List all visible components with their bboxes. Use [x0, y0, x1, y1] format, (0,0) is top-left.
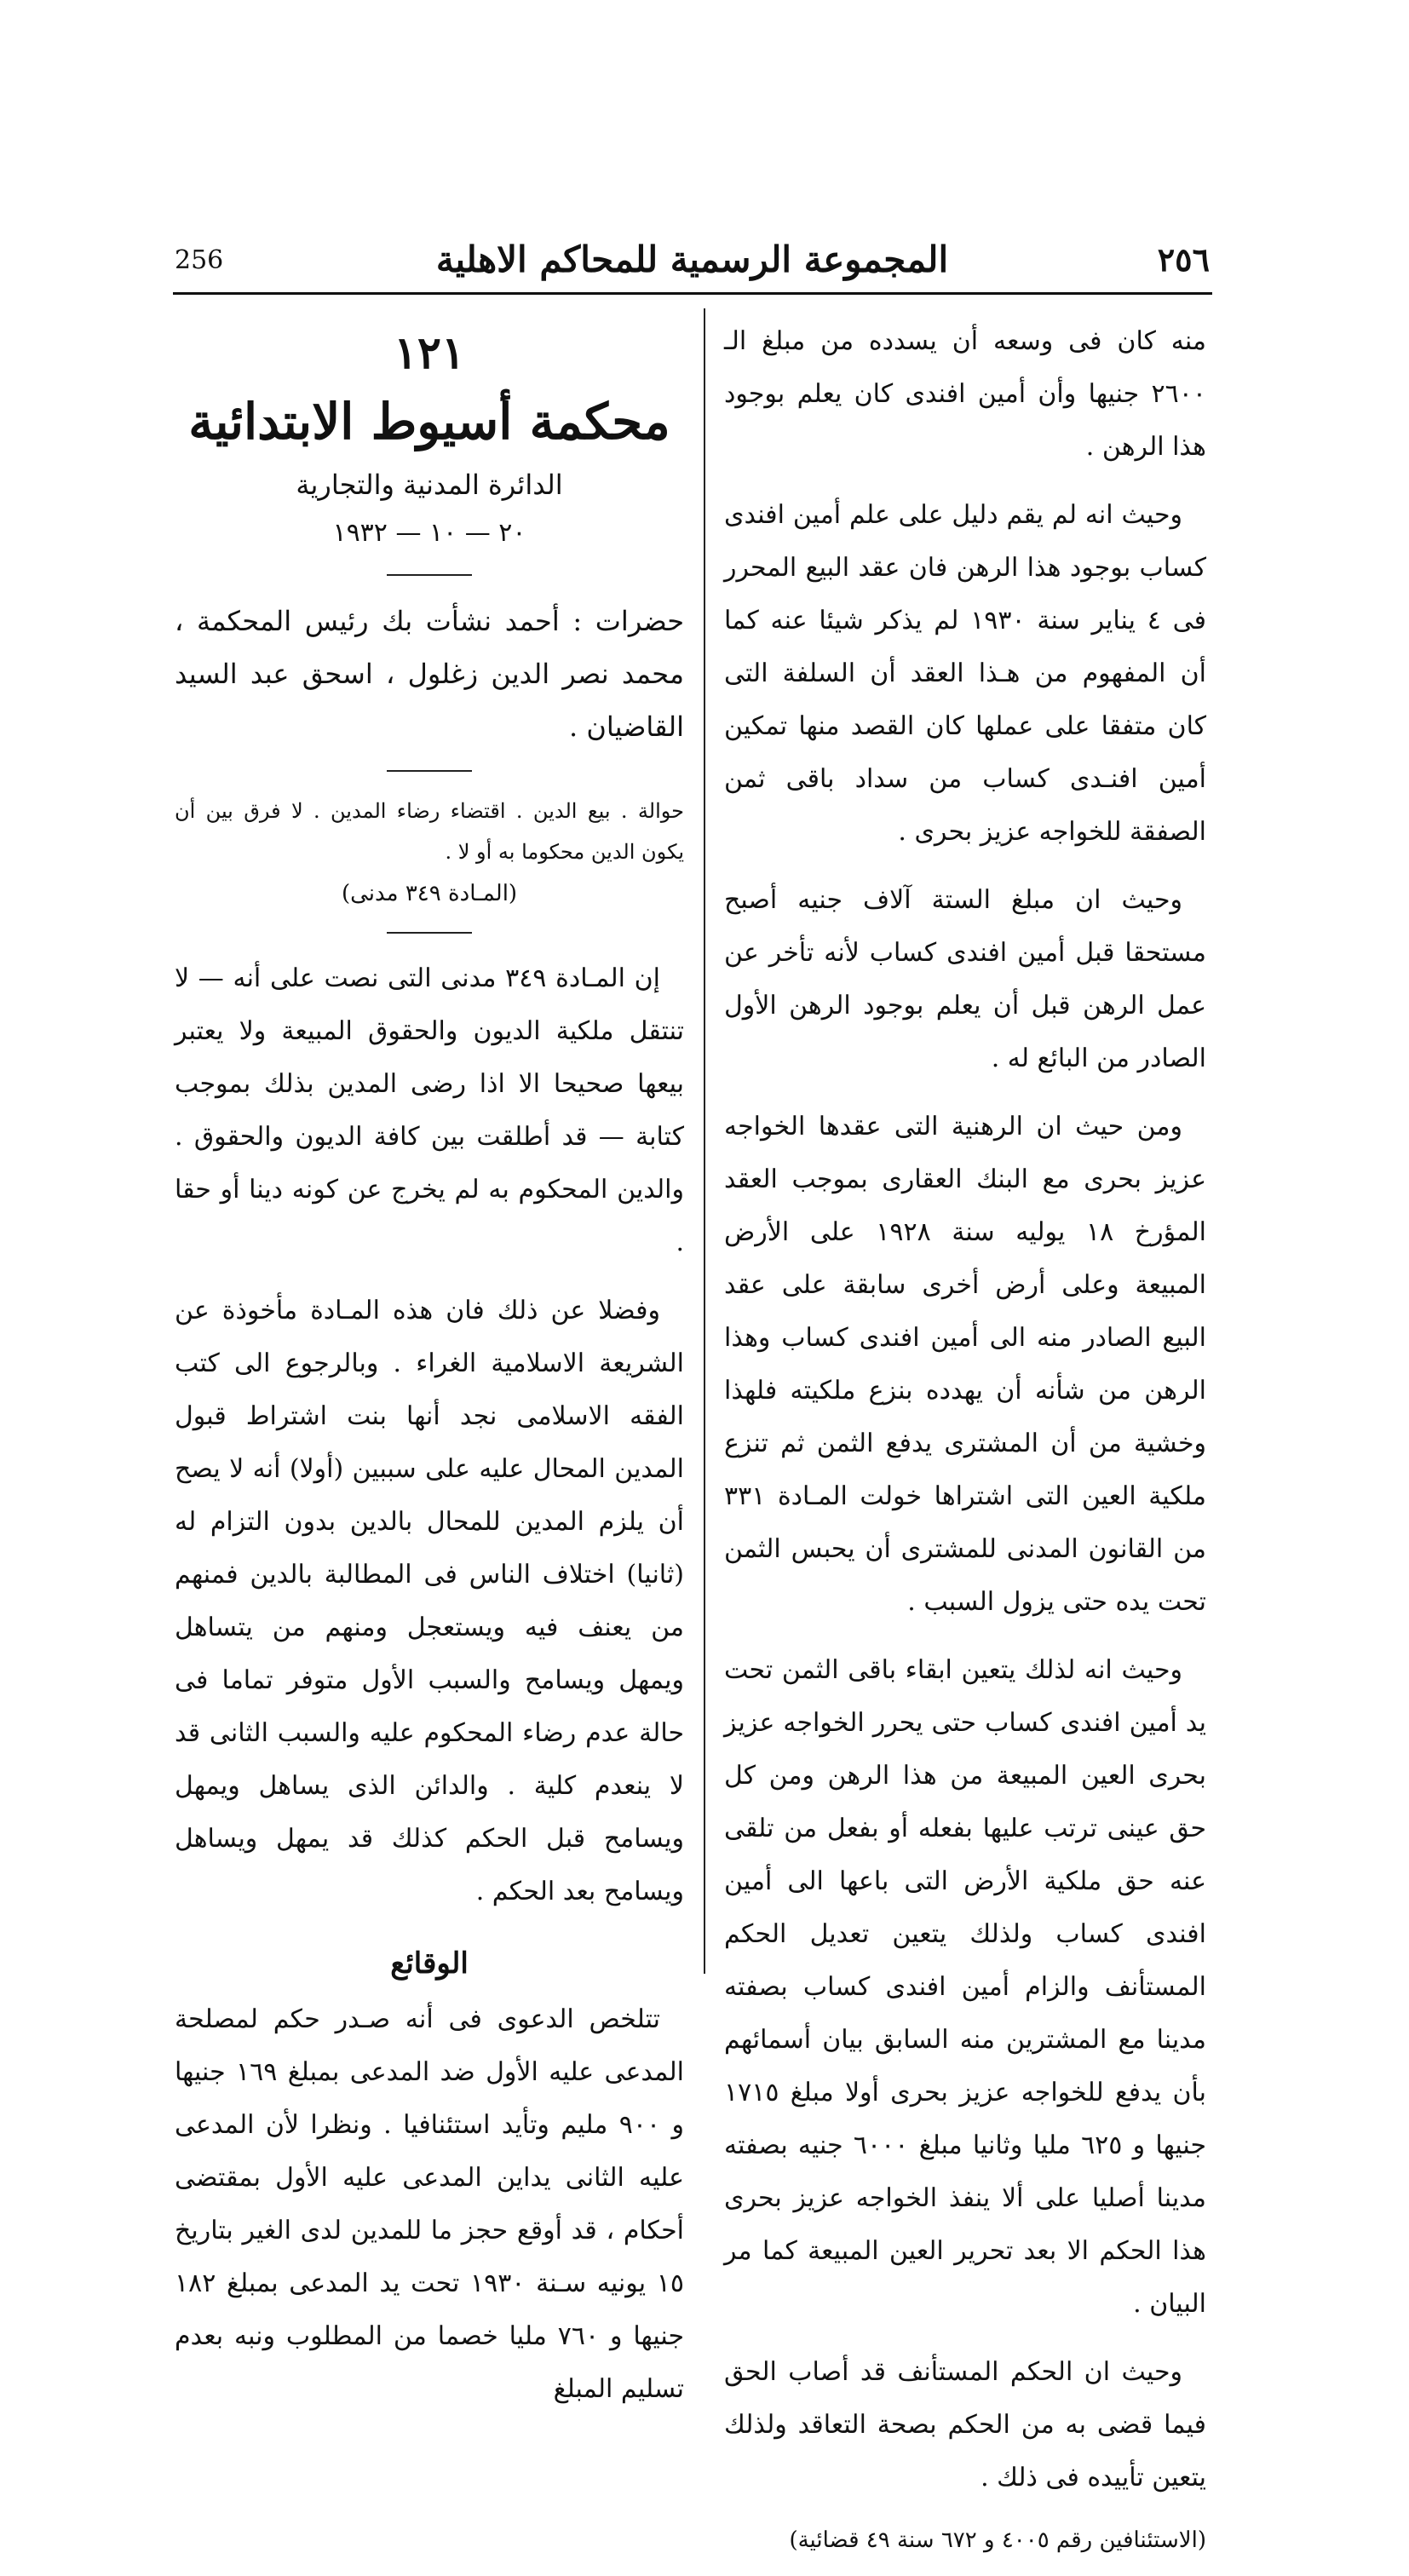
- right-column: [724, 315, 1206, 2576]
- page-number-arabic: ٢٥٦: [1157, 240, 1210, 279]
- circuit-name: الدائرة المدنية والتجارية: [296, 469, 563, 501]
- judges-list: حضرات : أحمد نشأت بك رئيس المحكمة ، محمد نصر الدين زغلول ، اسحق عبد السيد القاضيان .: [175, 605, 684, 743]
- case-citation: (الاستئنافين رقم ٤٠٠٥ و ٦٧٢ سنة ٤٩ قضائية): [789, 2527, 1206, 2553]
- case-number: ١٢١: [394, 327, 465, 379]
- left-column: [175, 315, 684, 2431]
- paragraph: وحيث انه لذلك يتعين ابقاء باقى الثمن تحت يد أمين افندى كساب حتى يحرر الخواجه عزيز بحرى العين المبيعة من هذا الرهن ومن كل حق عينى ترتب عليها بفعله أو بفعل من تلقى عنه حق ملكية الأرض التى باعها الى أمين افندى كساب ولذلك يتعين تعديل الحكم المستأنف والزام أمين افندى كساب بصفته مدينا مع المشترين منه السابق بيان أسمائهم بأن يدفع للخواجه عزيز بحرى أولا مبلغ ١٧١٥ جنيها و ٦٢٥ مليا وثانيا مبلغ ٦٠٠٠ جنيه بصفته مدينا أصليا على ألا ينفذ الخواجه عزيز بحرى هذا الحكم الا بعد تحرير العين المبيعة كما مر البيان .: [724, 1655, 1206, 2319]
- paragraph: وفضلا عن ذلك فان هذه المـادة مأخوذة عن الشريعة الاسلامية الغراء . وبالرجوع الى كتب الفقه الاسلامى نجد أنها بنت اشتراط قبول المدين المحال عليه على سببين (أولا) أنه لا يصح أن يلزم المدين للمحال بالدين بدون التزام له (ثانيا) اختلاف الناس فى المطالبة بالدين فمنهم من يعنف فيه ويستعجل ومنهم من يتساهل ويمهل ويسامح والسبب الأول متوفر تماما فى حالة عدم رضاء المحكوم عليه والسبب الثانى قد لا ينعدم كلية . والدائن الذى يساهل ويمهل ويسامح قبل الحكم كذلك قد يمهل ويساهل ويسامح بعد الحكم .: [175, 1296, 684, 1906]
- judgment-date: ٢٠ — ١٠ — ١٩٣٢: [332, 518, 526, 548]
- paragraph: ومن حيث ان الرهنية التى عقدها الخواجه عزيز بحرى مع البنك العقارى بموجب العقد المؤرخ ١٨ يوليه سنة ١٩٢٨ على الأرض المبيعة وعلى أرض أخرى سابقة على عقد البيع الصادر منه الى أمين افندى كساب وهذا الرهن من شأنه أن يهدده بنزع ملكيته فلهذا وخشية من أن المشترى يدفع الثمن ثم تنزع ملكية العين التى اشتراها خولت المـادة ٣٣١ من القانون المدنى للمشترى أن يحبس الثمن تحت يده حتى يزول السبب .: [724, 1112, 1206, 1617]
- paragraph: وحيث ان مبلغ الستة آلاف جنيه أصبح مستحقا قبل أمين افندى كساب لأنه تأخر عن عمل الرهن قبل أن يعلم بوجود الرهن الأول الصادر من البائع له .: [724, 885, 1206, 1073]
- page-header: [175, 239, 1210, 290]
- page-number-latin: 256: [175, 245, 224, 275]
- paragraph: وحيث انه لم يقم دليل على علم أمين افندى كساب بوجود هذا الرهن فان عقد البيع المحرر فى ٤ يناير سنة ١٩٣٠ لم يذكر شيئا عنه كما أن المفهوم من هـذا العقد أن السلفة التى كان متفقا على عملها كان القصد منها تمكين أمين افنـدى كساب من سداد باقى ثمن الصفقة للخواجه عزيز بحرى .: [724, 500, 1206, 847]
- running-title: المجموعة الرسمية للمحاكم الاهلية: [435, 239, 949, 280]
- paragraph: منه كان فى وسعه أن يسدده من مبلغ الـ ٢٦٠٠ جنيها وأن أمين افندى كان يعلم بوجود هذا الرهن .: [724, 326, 1206, 462]
- header-rule: [173, 292, 1212, 295]
- divider: [387, 770, 472, 772]
- article-reference: (المـادة ٣٤٩ مدنى): [341, 881, 518, 906]
- case-summary: حوالة . بيع الدين . اقتضاء رضاء المدين . لا فرق بين أن يكون الدين محكوما به أو لا .: [175, 799, 684, 864]
- divider: [387, 574, 472, 576]
- column-divider: [704, 308, 705, 1974]
- divider: [387, 932, 472, 934]
- legal-principle: إن المـادة ٣٤٩ مدنى التى نصت على أنه — لا تنتقل ملكية الديون والحقوق المبيعة ولا يعتبر بيعها صحيحا الا اذا رضى المدين بذلك بموجب كتابة — قد أطلقت بين كافة الديون والحقوق . والدين المحكوم به لم يخرج عن كونه دينا أو حقا .: [175, 963, 684, 1257]
- paragraph: تتلخص الدعوى فى أنه صـدر حكم لمصلحة المدعى عليه الأول ضد المدعى بمبلغ ١٦٩ جنيها و ٩٠٠ مليم وتأيد استئنافيا . ونظرا لأن المدعى عليه الثانى يداين المدعى عليه الأول بمقتضى أحكام ، قد أوقع حجز ما للمدين لدى الغير بتاريخ ١٥ يونيه سـنة ١٩٣٠ تحت يد المدعى بمبلغ ١٨٢ جنيها و ٧٦٠ مليا خصما من المطلوب ونبه بعدم تسليم المبلغ: [175, 2004, 684, 2404]
- paragraph: وحيث ان الحكم المستأنف قد أصاب الحق فيما قضى به من الحكم بصحة التعاقد ولذلك يتعين تأييده فى ذلك .: [724, 2357, 1206, 2493]
- court-name: محكمة أسيوط الابتدائية: [188, 393, 670, 451]
- facts-heading: الوقائع: [390, 1946, 469, 1981]
